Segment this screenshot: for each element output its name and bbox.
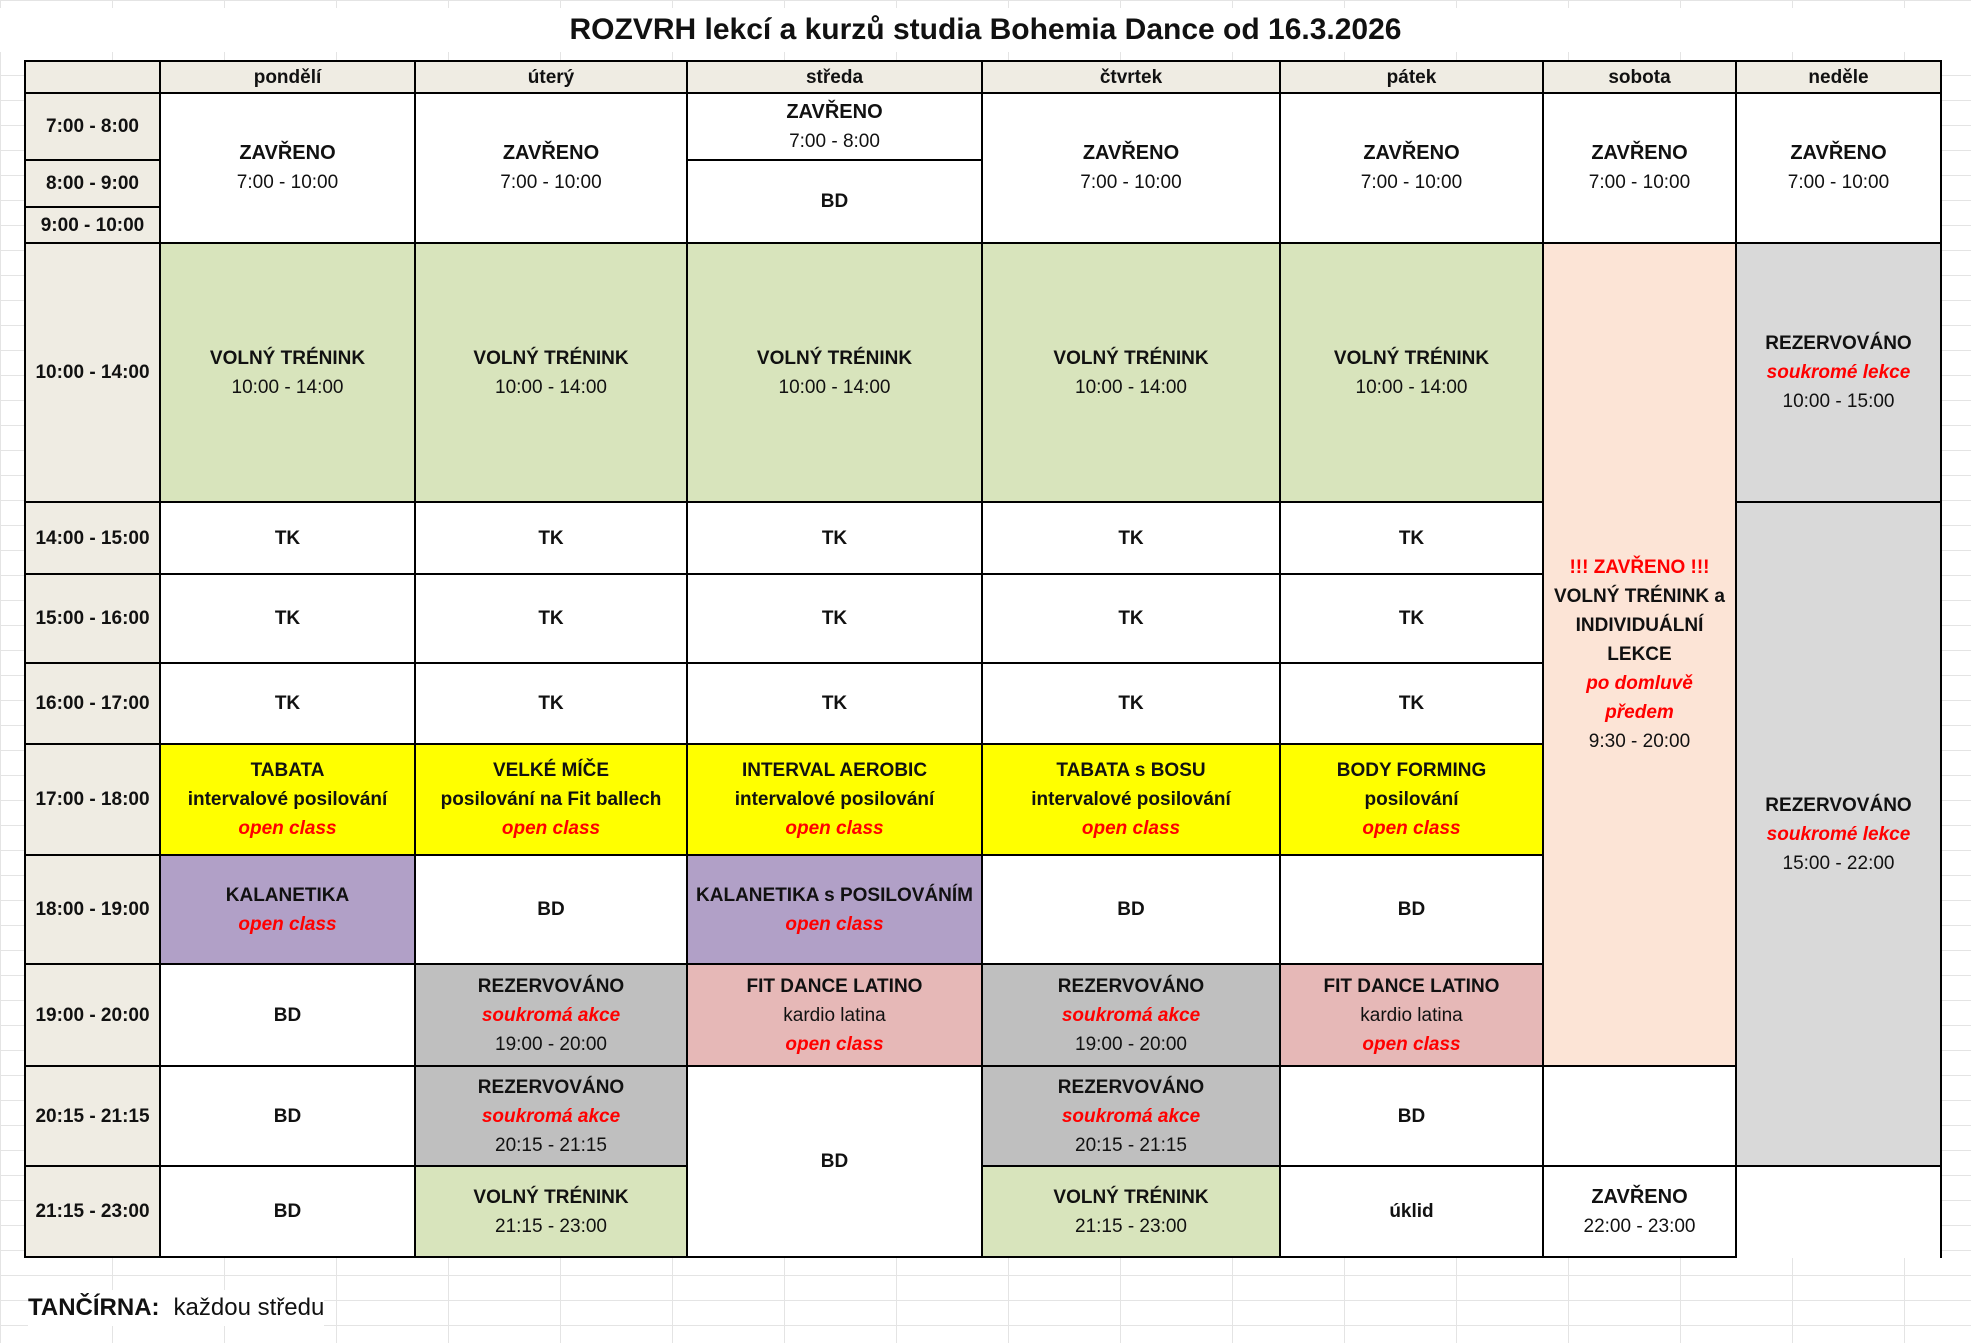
class-subtitle: kardio latina (783, 1004, 886, 1026)
cell-fri-fit-dance-latino (1280, 964, 1543, 1066)
row-1000 (25, 243, 1941, 502)
class-title: REZERVOVÁNO (1765, 333, 1912, 354)
time-range: 10:00 - 14:00 (1075, 376, 1187, 398)
cell-wed-closed (687, 93, 982, 160)
cell-sun-closed (1736, 93, 1941, 243)
cell-fri-tk (1280, 574, 1543, 663)
tk-label: TK (274, 693, 301, 714)
time-range: 19:00 - 20:00 (495, 1033, 607, 1055)
cell-fri-body-forming (1280, 744, 1543, 855)
time-range: 21:15 - 23:00 (495, 1215, 607, 1237)
time-label: 15:00 - 16:00 (25, 574, 160, 663)
time-label: 17:00 - 18:00 (25, 744, 160, 855)
by-arrangement-note: po domluvě předem (1586, 673, 1693, 723)
time-range: 10:00 - 14:00 (231, 376, 344, 398)
class-subtitle: posilování na Fit ballech (440, 789, 662, 810)
closed-label: ZAVŘENO (239, 142, 336, 164)
cell-sun-closed-evening (1543, 1166, 1736, 1257)
time-range: 22:00 - 23:00 (1583, 1215, 1696, 1237)
bd-label: BD (1397, 899, 1426, 920)
open-class-note: open class (785, 913, 884, 935)
tk-label: TK (538, 693, 564, 714)
cell-thu-reserved (982, 1066, 1280, 1166)
cell-thu-tk (982, 663, 1280, 744)
tk-label: TK (274, 608, 301, 629)
cell-fri-tk (1280, 663, 1543, 744)
cell-tue-tk (415, 663, 687, 744)
footer-label: TANČÍRNA: (28, 1294, 160, 1321)
class-title: FIT DANCE LATINO (1323, 975, 1500, 997)
bd-label: BD (1117, 899, 1145, 920)
time-range: 19:00 - 20:00 (1075, 1033, 1187, 1055)
time-range: 7:00 - 10:00 (1588, 172, 1691, 193)
class-title: KALANETIKA s POSILOVÁNÍM (696, 884, 973, 906)
time-range: 7:00 - 8:00 (789, 130, 880, 152)
bd-label: BD (537, 899, 565, 920)
day-header-monday: pondělí (160, 61, 415, 93)
day-header-wednesday: středa (687, 61, 982, 93)
cell-tue-reserved (415, 964, 687, 1066)
time-range: 10:00 - 14:00 (1355, 376, 1468, 398)
closed-label: ZAVŘENO (786, 100, 883, 123)
closed-label: ZAVŘENO (1591, 1185, 1688, 1208)
time-label: 18:00 - 19:00 (25, 855, 160, 964)
row-2015 (25, 1066, 1941, 1166)
footer-note (28, 1290, 324, 1326)
class-subtitle: intervalové posilování (734, 789, 935, 810)
cell-thu-tk (982, 574, 1280, 663)
class-title: KALANETIKA (225, 884, 350, 906)
cell-mon-tk (160, 663, 415, 744)
open-class-note: open class (238, 913, 337, 935)
cell-mon-bd (160, 1066, 415, 1166)
cell-sat-closed (1543, 93, 1736, 243)
time-label: 10:00 - 14:00 (25, 243, 160, 502)
time-range: 9:30 - 20:00 (1588, 731, 1691, 752)
class-title: REZERVOVÁNO (1057, 975, 1205, 997)
closed-label: ZAVŘENO (1790, 142, 1887, 164)
class-title: VOLNÝ TRÉNINK (209, 347, 366, 369)
time-range: 7:00 - 10:00 (1787, 172, 1890, 193)
cell-mon-tabata (160, 744, 415, 855)
time-range: 10:00 - 15:00 (1782, 391, 1895, 412)
corner-cell (25, 61, 160, 93)
cell-wed-kalanetika-strength (687, 855, 982, 964)
time-label: 9:00 - 10:00 (25, 207, 160, 243)
day-header-thursday: čtvrtek (982, 61, 1280, 93)
time-range: 7:00 - 10:00 (236, 172, 339, 193)
open-class-note: open class (1081, 818, 1181, 839)
time-label: 16:00 - 17:00 (25, 663, 160, 744)
cell-tue-bd (415, 855, 687, 964)
class-subtitle: intervalové posilování (1031, 789, 1231, 810)
tk-label: TK (538, 608, 564, 629)
tk-label: TK (274, 527, 301, 549)
class-subtitle: kardio latina (1360, 1004, 1463, 1026)
cell-mon-bd (160, 964, 415, 1066)
cell-fri-tk (1280, 502, 1543, 574)
class-subtitle: intervalové posilování (187, 789, 388, 810)
cell-fri-bd (1280, 1066, 1543, 1166)
private-note: soukromé lekce (1766, 823, 1911, 845)
cell-tue-reserved (415, 1066, 687, 1166)
bd-label: BD (273, 1201, 302, 1222)
footer-value: každou středu (173, 1294, 325, 1321)
time-range: 7:00 - 10:00 (1080, 172, 1182, 193)
cell-mon-free-training (160, 243, 415, 502)
closed-alert: !!! ZAVŘENO !!! (1569, 557, 1710, 578)
closed-label: ZAVŘENO (1082, 142, 1180, 164)
cell-wed-tk (687, 663, 982, 744)
time-label: 21:15 - 23:00 (25, 1166, 160, 1257)
cell-fri-free-training (1280, 243, 1543, 502)
class-title: VELKÉ MÍČE (492, 760, 610, 781)
time-label: 8:00 - 9:00 (25, 160, 160, 207)
time-range: 10:00 - 14:00 (778, 376, 891, 398)
day-header-tuesday: úterý (415, 61, 687, 93)
cell-tue-tk (415, 502, 687, 574)
bd-label: BD (1397, 1105, 1426, 1127)
class-title: REZERVOVÁNO (1765, 794, 1912, 816)
cell-thu-free-training (982, 243, 1280, 502)
cell-mon-bd (160, 1166, 415, 1257)
closed-label: ZAVŘENO (502, 142, 600, 164)
tk-label: TK (821, 693, 848, 714)
day-header-sunday: neděle (1736, 61, 1941, 93)
class-title: VOLNÝ TRÉNINK a INDIVIDUÁLNÍ LEKCE (1553, 586, 1726, 665)
cell-mon-closed (160, 93, 415, 243)
class-title: TABATA (250, 760, 325, 781)
row-2115 (25, 1166, 1941, 1257)
title-text: ROZVRH lekcí a kurzů studia Bohemia Dance od 16.3.2026 (560, 13, 1412, 46)
schedule-table (24, 60, 1942, 1258)
class-title: VOLNÝ TRÉNINK (756, 347, 913, 369)
day-header-saturday: sobota (1543, 61, 1736, 93)
day-header-friday: pátek (1280, 61, 1543, 93)
class-title: VOLNÝ TRÉNINK (1053, 347, 1209, 369)
tk-label: TK (1398, 608, 1425, 629)
open-class-note: open class (1362, 818, 1461, 839)
private-note: soukromá akce (481, 1105, 621, 1127)
cell-wed-tk (687, 502, 982, 574)
class-title: VOLNÝ TRÉNINK (1053, 1186, 1209, 1208)
header-row (25, 61, 1941, 93)
time-range: 7:00 - 10:00 (500, 172, 602, 193)
class-title: VOLNÝ TRÉNINK (473, 1186, 629, 1208)
tk-label: TK (1118, 527, 1144, 549)
open-class-note: open class (238, 818, 337, 839)
time-label: 14:00 - 15:00 (25, 502, 160, 574)
class-title: VOLNÝ TRÉNINK (1333, 347, 1490, 369)
cell-tue-free-training (415, 243, 687, 502)
tk-label: TK (1118, 693, 1144, 714)
cell-fri-bd (1280, 855, 1543, 964)
cell-sun-reserved-afternoon (1736, 502, 1941, 1166)
cell-sun-reserved-morning (1736, 243, 1941, 502)
bd-label: BD (273, 1004, 302, 1026)
time-range: 10:00 - 14:00 (495, 376, 607, 398)
time-label: 19:00 - 20:00 (25, 964, 160, 1066)
cell-fri-closed (1280, 93, 1543, 243)
cell-tue-free-training-evening (415, 1166, 687, 1257)
cleaning-label: úklid (1389, 1201, 1434, 1222)
tk-label: TK (1398, 693, 1425, 714)
class-subtitle: posilování (1364, 789, 1459, 810)
cell-sat-special (1543, 243, 1736, 1066)
open-class-note: open class (501, 818, 601, 839)
bd-label: BD (820, 1151, 849, 1172)
private-note: soukromá akce (481, 1004, 621, 1026)
time-range: 15:00 - 22:00 (1782, 852, 1895, 874)
open-class-note: open class (785, 1033, 884, 1055)
open-class-note: open class (785, 818, 884, 839)
bd-label: BD (273, 1105, 302, 1127)
private-note: soukromá akce (1061, 1004, 1201, 1026)
cell-tue-closed (415, 93, 687, 243)
cell-wed-fit-dance-latino (687, 964, 982, 1066)
cell-wed-bd (687, 1066, 982, 1257)
class-title: INTERVAL AEROBIC (741, 760, 928, 781)
page-title (0, 8, 1971, 52)
row-0700 (25, 93, 1941, 160)
cell-wed-tk (687, 574, 982, 663)
cell-thu-tabata-bosu (982, 744, 1280, 855)
cell-mon-kalanetika (160, 855, 415, 964)
cell-thu-free-training-evening (982, 1166, 1280, 1257)
class-title: VOLNÝ TRÉNINK (473, 347, 629, 369)
class-title: REZERVOVÁNO (477, 1076, 625, 1098)
cell-wed-free-training (687, 243, 982, 502)
time-label: 7:00 - 8:00 (25, 93, 160, 160)
time-range: 7:00 - 10:00 (1360, 172, 1463, 193)
open-class-note: open class (1362, 1033, 1461, 1055)
cell-thu-reserved (982, 964, 1280, 1066)
time-range: 20:15 - 21:15 (1075, 1134, 1187, 1156)
class-title: FIT DANCE LATINO (746, 975, 923, 997)
tk-label: TK (821, 608, 848, 629)
time-label: 20:15 - 21:15 (25, 1066, 160, 1166)
time-range: 20:15 - 21:15 (495, 1134, 607, 1156)
private-note: soukromé lekce (1766, 362, 1911, 383)
cell-thu-bd (982, 855, 1280, 964)
cell-tue-big-balls (415, 744, 687, 855)
cell-tue-tk (415, 574, 687, 663)
class-title: TABATA s BOSU (1056, 760, 1206, 781)
class-title: REZERVOVÁNO (1057, 1076, 1205, 1098)
cell-wed-interval-aerobic (687, 744, 982, 855)
cell-mon-tk (160, 502, 415, 574)
cell-wed-bd (687, 160, 982, 243)
tk-label: TK (821, 527, 848, 549)
class-title: BODY FORMING (1336, 760, 1487, 781)
bd-label: BD (820, 191, 849, 212)
tk-label: TK (1118, 608, 1144, 629)
cell-thu-tk (982, 502, 1280, 574)
private-note: soukromá akce (1061, 1105, 1201, 1127)
cell-fri-cleaning (1280, 1166, 1543, 1257)
cell-mon-tk (160, 574, 415, 663)
class-title: REZERVOVÁNO (477, 975, 625, 997)
cell-thu-closed (982, 93, 1280, 243)
tk-label: TK (1398, 527, 1425, 549)
time-range: 21:15 - 23:00 (1075, 1215, 1187, 1237)
closed-label: ZAVŘENO (1591, 142, 1688, 164)
tk-label: TK (538, 527, 564, 549)
closed-label: ZAVŘENO (1363, 142, 1460, 164)
